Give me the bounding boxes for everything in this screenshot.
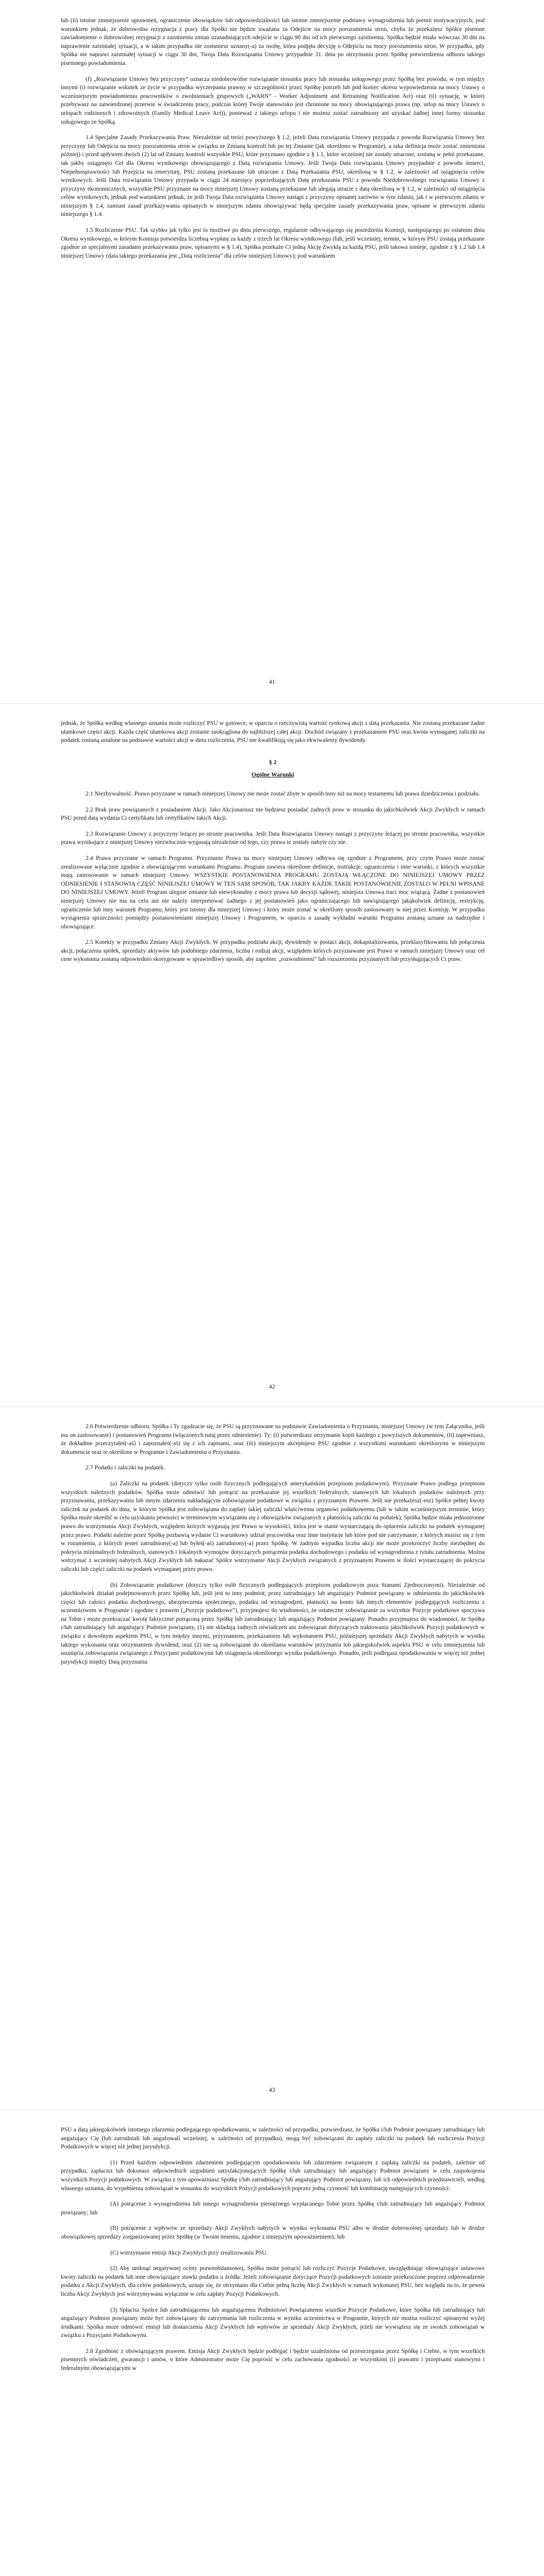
paragraph-2-7-heading: 2.7 Podatki i zaliczki na podatek. bbox=[86, 1464, 166, 1471]
paragraph-continued: jednak, że Spółka według własnego uznania może rozliczyć PSU w gotówce, w oparciu o rzeczywistą wartość rynkową akcji z datą przekazania. Nie zostaną przekazane żadne ułamkowe części akcji. Każda część ułamkowa akcji zostanie zaokrąglona do najbliższej całej akcji. Dochód związany z przekazaniem PSU oraz kwota wymaganej zaliczki na podatek zostaną ustalone na podstawie wartości akcji w dniu rozliczenia, PSU nie kwalifikują się jako ekwiwalenty dywidendy. bbox=[61, 720, 485, 744]
page-42-body bbox=[61, 719, 485, 971]
paragraph-2-7-b: (b) Zobowiązanie podatkowe (dotyczy tylko osób fizycznych podlegających przepisom podatkowym poza Stanami Zjednoczonymi). Niezależnie od jakichkolwiek działań podejmowanych przez Spółkę lub, jeśli jest to inny podmiot, przez zatrudniający lub angażujący Podmiot powiązany w odniesieniu do jakichkolwiek części lub całości podatku dochodowego, ubezpieczenia społecznego, podatku od wynagrodzeń, płatności na konto lub innych elementów podlegających rozliczeniu z uczestnictwem w Programie i zgodnie z prawem („Pozycje podatkowe”), przyjmujesz do wiadomości, że ostateczne zobowiązanie za wszystkie Pozycje podatkowe spoczywa na Tobie i może przekraczać kwotę faktycznie potrąconą przez Spółkę lub zatrudniający lub angażujący Podmiot powiązany. Ponadto przyjmujesz do wiadomości, że Spółka i/lub zatrudniający lub angażujący Podmiot powiązany, (1) nie składają żadnych oświadczeń ani zobowiązań dotyczących traktowania jakichkolwiek Pozycji podatkowych w związku z dowolnym aspektem PSU, w tym między innymi, przyznaniem, przekazaniem lub wykonaniem PSU, późniejszej sprzedaży Akcji Zwykłych nabytych w wyniku takiego wykonania oraz otrzymaniem dywidend; oraz (2) nie są zobowiązane do określania warunków przyznania lub jakiegokolwiek aspektu PSU w celu zmniejszenia lub usunięcia zobowiązania związanego z Pozycjami podatkowymi lub osiągnięcia określonego wyniku podatkowego. Ponadto, jeśli podlegasz opodatkowaniu w więcej niż jednej jurysdykcji między Datą przyznania bbox=[61, 1581, 485, 1665]
paragraph-continued: PSU a datą jakiegokolwiek istotnego zdarzenia podlegającego opodatkowaniu, w zależności od przypadku, potwierdzasz, że Spółka i/lub Podmiot powiązany zatrudniający lub angażujący Cię (lub zatrudniali lub angażowali wcześniej, w zależności od przypadku), mogą być zobowiązani do zapłaty zaliczki na podatek lub rozliczenia Pozycji Podatkowych w więcej niż jednej jurysdykcji. bbox=[61, 2126, 485, 2150]
paragraph-2-3: 2.3 Rozwiązanie Umowy z przyczyny leżącej po stronie pracownika. Jeśli Data Rozwiązania Umowy nastąpi z przyczyny leżącej po stronie pracownika, wszystkie prawa wynikające z niniejszej Umowy niezwłocznie wygasają niezależnie od tego, czy prawa te zostały nabyte czy nie. bbox=[61, 830, 485, 846]
paragraph-2-2: 2.2 Brak praw powiązanych z posiadaniem Akcji. Jako Akcjonariusz nie będziesz posiadać żadnych praw w stosunku do jakichkolwiek Akcji Zwykłych w ramach PSU przed datą wydania Ci certyfikatu lub certyfikatów takich Akcji. bbox=[61, 806, 485, 822]
section-title: Ogólne Warunki bbox=[251, 771, 294, 778]
paragraph-C: (C) wstrzymanie emisji Akcji Zwykłych przy zrealizowaniu PSU. bbox=[110, 2249, 268, 2256]
page-number: 41 bbox=[269, 678, 275, 685]
paragraph-2-8: 2.8 Zgodność z obowiązującym prawem. Emisja Akcji Zwykłych będzie podlegać i będzie uzależniona od przestrzegania przez Spółkę i Ciebie, w tym wszelkich pisemnych oświadczeń, gwarancji i umów, o które Administrator może Cię poprosić w celu zachowania zgodności ze wszystkimi (i) prawami i przepisami stanowymi i federalnymi obowiązującymi w bbox=[61, 2347, 485, 2372]
document-page-42 bbox=[0, 704, 544, 1406]
page-number: 43 bbox=[269, 2086, 275, 2093]
paragraph-1: (1) Przed każdym odpowiednim zdarzeniem podlegającym opodatkowaniu lub zdarzeniem związanym z zapłatą zaliczki na podatek, zależnie od przypadku, zapłacisz lub dokonasz odpowiednich uzgodnień satysfakcjonujących Spółkę i/lub zatrudniający lub angażujący Podmiot powiązany w celu zaspokojenia wszystkich Pozycji podatkowych. W związku z tym upoważniasz Spółkę i/lub zatrudniający lub angażujący Podmiot powiązany, lub ich odpowiednich przedstawicieli, według własnego uznania, do wypełnienia zobowiązań w stosunku do wszystkich Pozycji podatkowych poprzez jedną czynność lub kombinację następujących czynności: bbox=[61, 2159, 485, 2192]
page-43-body bbox=[61, 1422, 485, 1673]
paragraph-2-1: 2.1 Niezbywalność. Prawo przyznane w ramach niniejszej Umowy nie może zostać zbyte w sposób inny niż na mocy testamentu lub prawa dziedziczenia i podziału. bbox=[86, 790, 480, 797]
paragraph-1-4: 1.4 Specjalne Zasady Przekazywania Praw. Niezależnie od treści powyższego § 1.2, jeżeli Data rozwiązania Umowy przypada z powodu Rozwiązania Umowy bez przyczyny lub Odejścia na mocy porozumienia stron w związku ze Zmianą kontroli lub po tej Zmianie (jak określono w Programie), a taka definicja może zostać zmieniona później) i przed upływem dwóch (2) lat od Zmiany kontroli wszystkie PSU, które przyznano zgodnie z § 1.1, które wcześniej nie zostały utracone, zostaną w pełni przekazane, tak jakby osiągnięto Cel dla Okresu wynikowego obowiązującego z Datą rozwiązania Umowy. Jeśli Twoja Data rozwiązania Umowy przypadnie z powodu śmierci, Niepełnosprawności lub Przejścia na emeryturę, PSU zostaną przekazane lub utracone z Datą Przekazania PSU, określoną w § 1.2, w zależności od osiągnięcia celów wynikowych. Jeśli Data rozwiązania Umowy przypada w ciągu 24 miesięcy poprzedzających Datę przekazania PSU z powodu Niedobrowolnego rozwiązania Umowy z przyczyny ekonomicznych, wszystkie PSU przyznane na mocy niniejszej Umowy zostaną przekazane lub ulegają utracie z datą określoną w § 1.2, w zależności od osiągnięcia celów wynikowych; jednak pod warunkiem jednak, że jeśli Twoja Data rozwiązania Umowy nastąpi z przyczyny opisanej zarówno w tym zdaniu, jak i w pierwszym zdaniu w niniejszym § 1.4, zamiast zasad przekazywania opisanych w niniejszym zdaniu obowiązywać będą specjalne zasady przekazywania praw, opisane w pierwszym zdaniu niniejszego § 1.4. bbox=[61, 134, 485, 218]
paragraph-B: (B) potrącenie z wpływów ze sprzedaży Akcji Zwykłych nabytych w wyniku wykonania PSU albo w drodze dobrowolnej sprzedaży lub w drodze obowiązkowej sprzedaży zorganizowanej przez Spółkę (w Twoim imieniu, zgodnie z niniejszym upoważnieniem); lub bbox=[61, 2225, 485, 2240]
paragraph-2-5: 2.5 Korekty w przypadku Zmiany Akcji Zwykłych. W przypadku podziału akcji, dywidendy w postaci akcji, dokapitalizowania, przeklasyfikowania lub połączenia akcji, połączenia spółek, sprzedaży aktywów lub podobnego zdarzenia, liczba i rodzaj akcji, względem których przyznawane jest Prawo w ramach niniejszej Umowy oraz ceł cene wykonania zostaną odpowiednio skorygowane w sprawiedliwy sposób, aby zapobiec „rozwodnieniu” lub rozszerzeniu przyznanych lub przysługujących Ci praw. bbox=[61, 939, 485, 963]
section-number: § 2 bbox=[269, 758, 277, 766]
page-44-body bbox=[61, 2126, 485, 2380]
paragraph-1-5: 1.5 Rozliczenie PSU. Tak szybko jak tylko jest to możliwe po dniu pierwszego, regularnie odbywającego się posiedzenia Komisji, następującego po ostatnim dniu Okresu wynikowego, w którym Komisja potwierdza liczebną wypłatę za każdy z trzech lat Okresu wynikowego (lub, jeśli wcześniej, termin, w którym PSU zostają przekazane zgodnie ze specjalnymi zasadami przekazywania praw, opisanymi w § 1.4), Spółka przekaże Ci jedną Akcję Zwykłą za każdą PSU, jeśli takowa istnieje, zgodnie z § 1.2 lub 1.4 niniejszej Umowy (data takiego przekazania jest „Datą rozliczenia” dla celów niniejszej Umowy); pod warunkiem bbox=[61, 227, 485, 259]
paragraph-2: (2) Aby uniknąć negatywnej oceny prawnobilansowej, Spółka może potrącić lub rozliczyć Pozycje Podatkowe, uwzględniając obowiązujące ustawowe kwoty zaliczki na podatek lub inne obowiązujące stawki podatku u źródła. Jeżeli zobowiązanie dotyczące Pozycji podatkowych zostanie przekroczone poprzez odprowadzenie podatku z Akcji Zwykłych, dla celów podatkowych, uznaje się, że otrzymano dla Ciebie pełną liczbę Akcji Zwykłych w ramach wykonanej PSU, bez względu na to, że pewna liczba Akcji Zwykłych jest wstrzymywana wyłącznie w celu zapłaty Pozycji Podatkowych. bbox=[61, 2265, 485, 2297]
paragraph-A: (A) potrącenie z wynagrodzenia lub innego wynagrodzenia pieniężnego wypłacanego Tobie przez Spółkę i/lub zatrudniający lub angażujący Podmiot powiązany; lub bbox=[61, 2200, 485, 2216]
paragraph-2-6: 2.6 Potwierdzenie odbioru. Spółka i Ty zgadzacie się, że PSU są przyznawane na podstawie Zawiadomienia o Przyznaniu, niniejszej Umowy (w tym Załącznika, jeśli ma on zastosowanie) i postanowień Programu (włączonych tutaj przez odniesienie). Ty: (i) potwierdzasz otrzymanie kopii każdego z powyższych dokumentów, (ii) zapewniasz, że dokładnie przeczytałeś(-aś) i zapoznałeś(-aś) się z ich zapisami, oraz (iii) niniejszym akceptujesz PSU zgodnie z wszystkimi warunkami określonymi w niniejszym dokumencie oraz te określone w Programie i Zawiadomieniu o Przyznaniu. bbox=[61, 1423, 485, 1455]
page-41-body bbox=[61, 16, 485, 267]
paragraph-2-4: 2.4 Prawa przyznane w ramach Programu. Przyznanie Prawa na mocy niniejszej Umowy odbywa się zgodnie z Programem, przy czym Prawo może zostać zrealizowane wyłącznie zgodnie z obowiązującymi warunkami Programu. Program zawiera określone definicje, instrukcje, ograniczenia i inne warunki, z których wszystkie mają zastosowanie w ramach niniejszej Umowy. WSZYSTKIE POSTANOWIENIA PROGRAMU ZOSTAJĄ WŁĄCZONE DO NINIEJSZEJ UMOWY PRZEZ ODNIESIENIE I STANOWIĄ CZĘŚĆ NINIEJSZEJ UMOWY W TEN SAM SPOSÓB, TAK JAKBY KAŻDE TAKIE POSTANOWIENIE ZOSTAŁO W PEŁNI WPISANE DO NINIEJSZEJ UMOWY. Jeżeli Program ulegnie zmianie lub niewykonalny z mocy prawa lub decyzji sądowej, niniejsza Umowa traci moc wiążącą. Żadne z postanowień niniejszej Umowy nie ma na celu ani nie należy interpretować żadnego z jej postanowień jako ograniczającego lub nawiązującego jakąkolwiek definicję, restrykcję, ograniczenie lub inny warunek Programu, który jest istotny dla niniejszej Umowy i który może zostać w określony sposób zastosowany w niej przez Komisję. W przypadku wystąpienia sprzeczności pomiędzy postanowieniami niniejszej Umowy i Programem, w oparciu o zasadę wykładni warunki Programu zostaną uznane za nadrzędne i obowiązujące. bbox=[61, 854, 485, 930]
paragraph-definition-f: (f) „Rozwiązanie Umowy bez przyczyny” oznacza niedobrowolne rozwiązanie stosunku pracy lub stosunku usługowego przez Spółkę bez powodu, w tym między innymi (i) rozwiązanie wskutek ze życie w przypadku wyczerpania prawny w szczególności przez Spółkę potrzeb lub pod koniec okresu wypowiedzenia na mocy Ustawy o wcześniejszym powiadomieniu pracowników o zwolnieniach grupowych („WARN” - Worker Adjustment and Retraining Notification Act) oraz (ii) sytuację, w której przebywasz na zatwierdzonej przerwie w świadczeniu pracy, podczas której Twoje stanowisko jest chronione na mocy obowiązującego prawa (np. urlop na mocy Ustawy o urlopach rodzinnych i zdrowotnych (Family Medical Leave Act)), ponieważ z takiego urlopu i nie możesz zostać zatrudniony ani uzyskać żadnej innej formy stosunku usługowego ze Spółką. bbox=[61, 75, 485, 125]
page-number: 42 bbox=[269, 1383, 275, 1390]
document-page-43 bbox=[0, 1407, 544, 2110]
paragraph-3: (3) Spłacisz Spółce lub zatrudniającemu lub angażującemu Podmiotowi Powiązanemu wszelkie Pozycje Podatkowe, które Spółka lub zatrudniający lub angażujący Podmiot powiązany może być zobowiązany do zatrzymania lub rozliczenia w wyniku uczestnictwa w Programie, których nie można rozliczyć opisanymi wyżej środkami. Spółka może odmówić emisji lub dostarczenia Akcji Zwykłych lub wpływów ze sprzedaży Akcji Zwykłych, jeżeli nie wywiążesz się ze swoich zobowiązań w związku z Pozycjami Podatkowymi. bbox=[61, 2306, 485, 2339]
paragraph: lub (ii) istotne zmniejszenie uprawnień, ograniczenie obowiązków lub odpowiedzialności lub istotne zmniejszenie podstawy wynagrodzenia lub premii motywacyjnych; pod warunkiem jednak, że dobrowolna rezygnacja z pracy dla Spółki nie będzie uważana za Odejście na mocy porozumienia stron, chyba że przekażesz Spółce pisemne zawiadomienie o dobrowolnej rezygnacji z zaistnieniu zmian uzasadniających odejście w ciągu 90 dni od ich pierwszego zaistnienia. Spółka będzie miała wówczas 30 dni na naprawienie zaistniałej sytuacji, a w takim przypadku nie zostaniesz uznany(-a) za osobę, która podjęła decyzję o Odejściu na mocy porozumienia stron. W przypadku, gdy Spółka nie naprawi zaistniałej sytuacji w ciągu 30 dni, Twoja Data Rozwiązania Umowy przypadnie 31. dnia po otrzymaniu przez Spółkę potwierdzenia odbioru takiego pisemnego powiadomienia. bbox=[61, 17, 485, 66]
document-page-44 bbox=[0, 2110, 544, 2576]
paragraph-2-7-a: (a) Zaliczki na podatek (dotyczy tylko osób fizycznych podlegających amerykańskim przepisom podatkowym). Przyznane Prawo podlega przepisom wszystkich należnych podatków. Spółka może odmówić lub potrącić na przekazanie jej wszelkich federalnych, stanowych lub lokalnych podatków należnych przy przyznawaniu, przekazywaniu lub innym zdarzeniu nakładającym zobowiązanie podatkowe w związku z przyznanym Prawem. Jeśli nie przekażesz(-esz) Spółce pełnej kwoty zaliczek na podatek do dnia, w którym Spółka jest zobowiązana do zapłaty takiej zaliczki właściwemu organowi podatkowemu (lub w takim wcześniejszym terminie, który Spółka może określić w celu uzyskania pewności w terminowym wywiązaniu się z obowiązków związanych z płatnością zaliczki na podatek), Spółka będzie miała jednostronne prawo do wstrzymania Akcji Zwykłych, względem których wygasają jest Prawo w wysokości, która jest w stanie wystarczającą do opłacenia zaliczki na podatek wymaganej przez prawo. Podatki należne przez Spółkę pozbawią wydanie Ci warunkowy udział pracownika oraz inne instytucje lub które pod nie zatrzymanie, z których musisz się z tym w rozumieniu, z których jesteś zatrudniony(-a) lub byłeś(-aś) zatrudniony(-a) przez Spółkę. W żadnym wypadku liczba akcji nie może przekroczyć liczby niezbędnej do pokrycia minimalnych federalnych, stanowych i lokalnych wymogów dotyczących potrącenia podatku dochodowego i podatku od wynagrodzenia z tytułu zatrudnienia. Można wstrzymać z wcześniej nabytych Akcji Zwykłych lub nakazać Spółce wstrzymanie Akcji Zwykłych związanych z przyznanym Prawem w ilości wystarczającej do pokrycia zaliczki lub części zaliczki na podatek wymaganej przez prawo. bbox=[61, 1480, 485, 1572]
document-page-41 bbox=[0, 0, 544, 703]
